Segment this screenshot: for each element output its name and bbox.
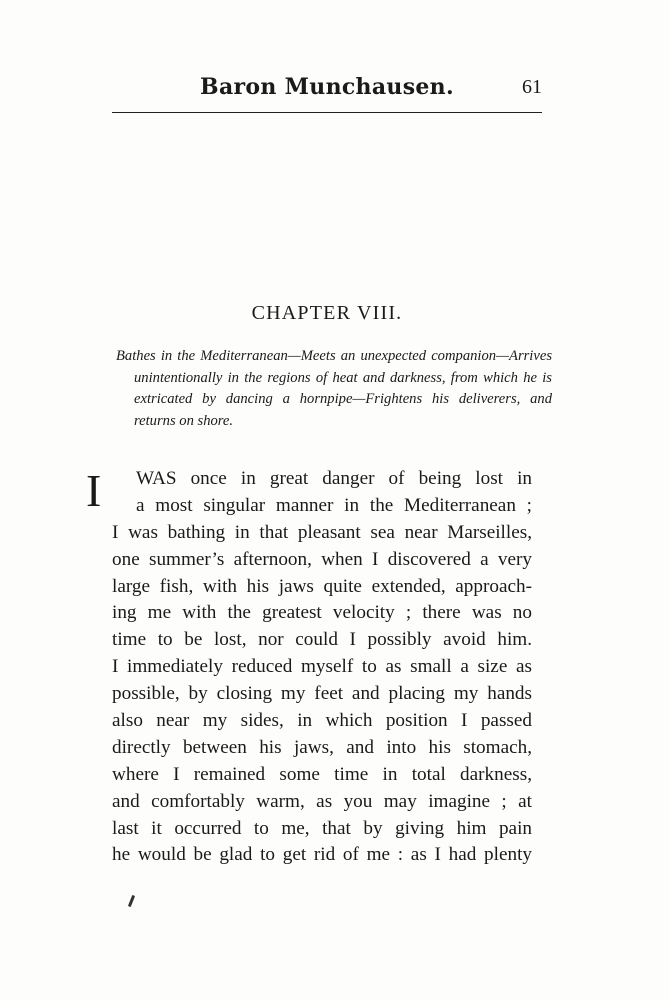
text-line: he would be glad to get rid of me : as I had plenty — [112, 844, 532, 866]
text-line: ing me with the greatest velocity ; there was no — [112, 602, 532, 624]
text-line: I immediately reduced myself to as small a size as — [112, 656, 532, 678]
text-line: where I remained some time in total darkness, — [112, 763, 532, 785]
text-line: I was bathing in that pleasant sea near Marseilles, — [112, 521, 532, 543]
chapter-title: CHAPTER VIII. — [251, 302, 403, 324]
page-header — [112, 72, 542, 112]
body-text — [86, 465, 532, 869]
text-line: large fish, with his jaws quite extended, approach- — [112, 575, 532, 597]
text-line: directly between his jaws, and into his stomach, — [112, 736, 532, 758]
header-rule — [112, 112, 542, 113]
ink-speck — [128, 895, 135, 907]
text-line: a most singular manner in the Mediterranean ; — [136, 494, 532, 516]
text-line: possible, by closing my feet and placing my hands — [112, 683, 532, 705]
text-line: WAS once in great danger of being lost in — [136, 468, 532, 489]
running-title: Baron Munchausen. — [200, 74, 454, 100]
text-line: and comfortably warm, as you may imagine ; at — [112, 790, 532, 812]
text-line: also near my sides, in which position I passed — [112, 710, 532, 732]
page-number: 61 — [522, 76, 542, 98]
text-line: last it occurred to me, that by giving him pain — [112, 817, 532, 839]
chapter-argument: Bathes in the Mediterranean—Meets an unexpected companion—Arrives unintentionally in the regions of heat and darkness, from which he is extricated by dancing a hornpipe—Frightens his deliverers, and returns on shore. — [116, 348, 552, 429]
text-line: time to be lost, nor could I possibly avoid him. — [112, 629, 532, 651]
drop-cap: I — [86, 465, 102, 516]
text-line: one summer’s afternoon, when I discovered a very — [112, 548, 532, 570]
